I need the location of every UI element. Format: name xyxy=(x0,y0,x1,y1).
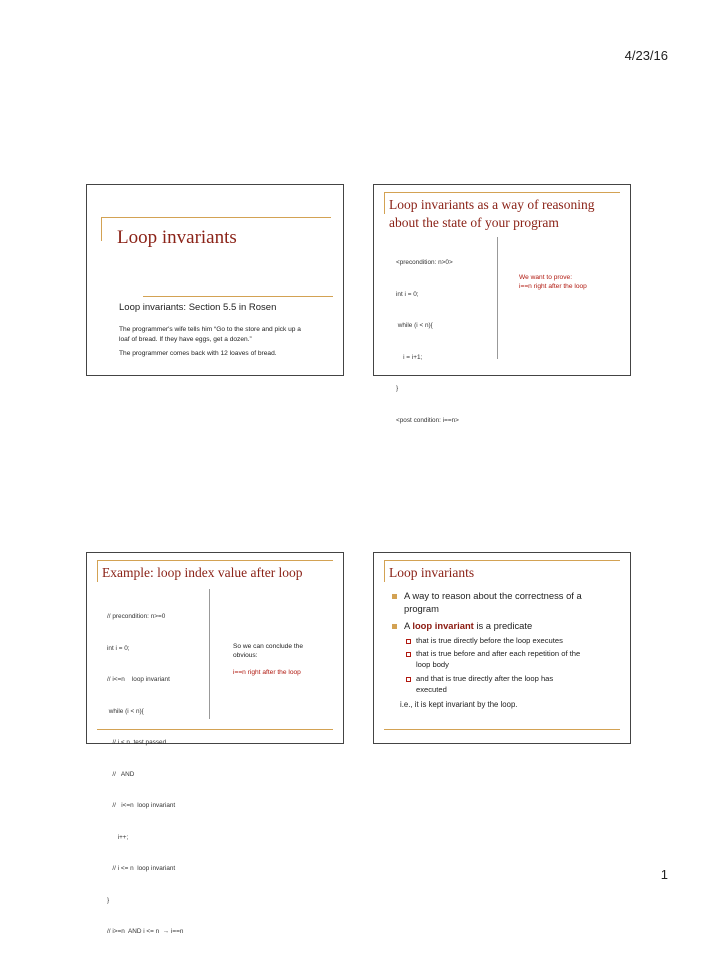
slide-4 xyxy=(373,552,631,744)
code-line: // i<=n loop invariant xyxy=(107,802,176,809)
title-rule-left xyxy=(97,560,98,582)
footer-rule xyxy=(97,729,333,730)
title-rule-left xyxy=(384,560,385,582)
square-bullet-icon xyxy=(392,624,397,629)
code-line: } xyxy=(396,385,399,392)
sub-bullet-3 xyxy=(406,673,553,695)
bullet-1 xyxy=(392,589,634,615)
slide-title: Loop invariants xyxy=(389,565,475,580)
slide-1 xyxy=(86,184,344,376)
title-line-2: about the state of your program xyxy=(389,215,559,230)
title-rule-bottom xyxy=(143,296,333,297)
code-line: int i = 0; xyxy=(396,290,419,298)
code-block xyxy=(107,591,183,959)
slide-subtitle: Loop invariants: Section 5.5 in Rosen xyxy=(119,302,277,313)
title-line-1: Loop invariants as a way of reasoning xyxy=(389,197,595,212)
code-line: // i<=n loop invariant xyxy=(107,676,170,683)
bullet-2 xyxy=(392,619,532,632)
joke-line-1: The programmer's wife tells him “Go to the store and pick up a xyxy=(119,326,301,333)
code-line: } xyxy=(107,896,110,904)
sub-bullet-1 xyxy=(406,635,563,646)
title-rule-left xyxy=(384,192,385,214)
sub-bullet-2 xyxy=(406,648,580,670)
code-line: // i <= n loop invariant xyxy=(107,865,176,872)
bullet-1-line-2: program xyxy=(404,603,439,614)
code-line: <post condition: i==n> xyxy=(396,416,459,424)
note xyxy=(519,273,587,291)
hollow-square-bullet-icon xyxy=(406,677,411,682)
note-line-1: We want to prove: xyxy=(519,274,573,281)
sub-bullet-1-text: that is true directly before the loop executes xyxy=(416,636,563,645)
code-line: i = i+1; xyxy=(396,353,423,361)
slide-2 xyxy=(373,184,631,424)
conclusion: i.e., it is kept invariant by the loop. xyxy=(400,700,518,709)
column-divider xyxy=(209,589,210,719)
title-rule-top xyxy=(101,217,331,218)
column-divider xyxy=(497,237,498,359)
slide-3 xyxy=(86,552,344,935)
square-bullet-icon xyxy=(392,594,397,599)
joke-line-3: The programmer comes back with 12 loaves of bread. xyxy=(119,350,277,357)
code-line: i++; xyxy=(107,833,129,841)
code-line: while (i < n){ xyxy=(107,707,144,715)
bullet-1-line-1: A way to reason about the correctness of a xyxy=(404,590,582,601)
title-rule-top xyxy=(97,560,333,561)
note-line-2: i==n right after the loop xyxy=(519,283,587,290)
joke-text xyxy=(119,325,301,359)
sub-bullet-2-line-2: loop body xyxy=(416,660,449,669)
note xyxy=(233,642,303,677)
title-rule-top xyxy=(384,560,620,561)
slide-title: Loop invariants xyxy=(117,227,237,248)
code-line: // i>=n AND i <= n → i==n xyxy=(107,928,184,935)
note-line-2: obvious: xyxy=(233,652,258,659)
joke-line-2: loaf of bread. If they have eggs, get a dozen.” xyxy=(119,336,252,343)
code-line: while (i < n){ xyxy=(396,322,433,329)
page-date: 4/23/16 xyxy=(624,48,668,63)
code-line: // AND xyxy=(107,770,135,778)
slide-title: Example: loop index value after loop xyxy=(102,565,303,580)
title-rule-left xyxy=(101,217,102,241)
code-line: // i < n test passed xyxy=(107,739,167,746)
note-line-3: i==n right after the loop xyxy=(233,669,301,676)
sub-bullet-2-line-1: that is true before and after each repetition of the xyxy=(416,649,581,658)
sub-bullet-3-line-2: executed xyxy=(416,685,447,694)
footer-rule xyxy=(384,729,620,730)
code-line: int i = 0; xyxy=(107,644,130,652)
title-rule-top xyxy=(384,192,620,193)
code-block xyxy=(396,237,459,447)
code-line: <precondition: n>0> xyxy=(396,259,453,266)
bullet-2-term: loop invariant xyxy=(412,620,474,631)
sub-bullet-3-line-1: and that is true directly after the loop has xyxy=(416,674,554,683)
page-number: 1 xyxy=(660,867,668,882)
bullet-2-prefix: A xyxy=(404,620,413,631)
hollow-square-bullet-icon xyxy=(406,639,411,644)
note-line-1: So we can conclude the xyxy=(233,643,304,650)
hollow-square-bullet-icon xyxy=(406,652,411,657)
code-line: // precondition: n>=0 xyxy=(107,613,166,620)
slide-title xyxy=(389,196,594,232)
bullet-2-suffix: is a predicate xyxy=(473,620,533,631)
